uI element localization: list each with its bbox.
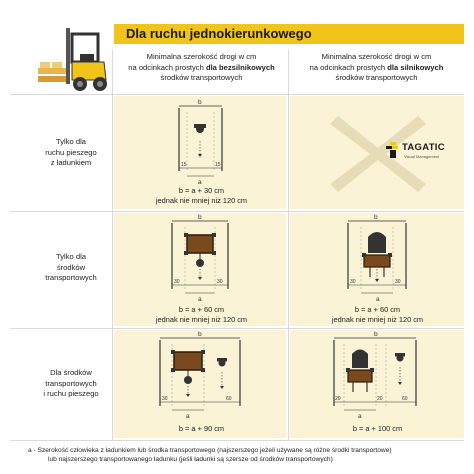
dimension-label: 15 [181, 162, 187, 168]
divider [10, 440, 464, 441]
dimension-label: 15 [215, 162, 221, 168]
dimension-label: 30 [395, 279, 401, 285]
pedestrian-diagram [114, 96, 286, 186]
dimension-label: b [198, 99, 202, 106]
formula: b = a + 30 cm jednak nie mniej niż 120 cm [155, 186, 248, 205]
column-header-line: Minimalna szerokość drogi w cm [321, 52, 432, 61]
page-title: Dla ruchu jednokierunkowego [126, 26, 312, 41]
dimension-label: a [198, 179, 202, 186]
column-header-line: na odcinkach prostych dla bezsilnikowych [128, 62, 275, 72]
divider [10, 328, 464, 329]
dimension-label: 20 [377, 396, 383, 402]
formula: b = a + 60 cm jednak nie mniej niż 120 cm [331, 305, 424, 324]
formula: b = a + 90 cm [178, 424, 225, 433]
formula: b = a + 100 cm [352, 424, 403, 433]
row-label-pedestrian: Tylko dla ruchu pieszego z ładunkiem [45, 137, 97, 167]
hand-cart-and-pedestrian-diagram [114, 330, 286, 420]
dimension-label: 60 [226, 396, 232, 402]
dimension-label: b [198, 331, 202, 338]
column-header-line: środków transportowych [160, 73, 243, 82]
title-bar [114, 24, 464, 44]
column-header-line: na odcinkach prostych dla silnikowych [309, 62, 444, 72]
dimension-label: 30 [174, 279, 180, 285]
dimension-label: a [376, 296, 380, 303]
forklift-diagram [290, 213, 464, 303]
dimension-label: 30 [217, 279, 223, 285]
tagatic-logo-icon [386, 142, 400, 158]
hand-cart-diagram [114, 213, 286, 303]
dimension-label: 30 [350, 279, 356, 285]
forklift-and-pedestrian-diagram [290, 330, 464, 420]
dimension-label: 20 [335, 396, 341, 402]
divider [10, 211, 464, 212]
formula: b = a + 60 cm jednak nie mniej niż 120 cm [155, 305, 248, 324]
forklift-icon [36, 24, 114, 94]
row-label-vehicles: Tylko dla środków transportowych [45, 252, 97, 282]
footnote: a - Szerokość człowieka z ładunkiem lub środka transportowego (najszerszego jeżeli używane są różne środki transportowe) lub najszerszego transportowanego ładunku (jeśli ładunki są szersze od środków transportowych) [28, 447, 392, 463]
dimension-label: a [198, 296, 202, 303]
brand-name: TAGATIC [402, 142, 445, 153]
divider [10, 94, 464, 95]
dimension-label: 60 [402, 396, 408, 402]
dimension-label: b [198, 214, 202, 221]
brand-tagline: Visual Management [404, 154, 440, 159]
dimension-label: a [186, 413, 190, 420]
dimension-label: b [374, 214, 378, 221]
dimension-label: a [358, 413, 362, 420]
divider [112, 50, 113, 440]
divider [288, 50, 289, 440]
column-header-non-motorized [114, 52, 289, 84]
row-label-vehicles-and-pedestrians: Dla środków transportowych i ruchu pieszego [43, 368, 99, 398]
column-header-line: środków transportowych [335, 73, 418, 82]
column-header-line: Minimalna szerokość drogi w cm [146, 52, 257, 61]
column-header-motorized [289, 52, 464, 84]
dimension-label: b [374, 331, 378, 338]
dimension-label: 30 [162, 396, 168, 402]
